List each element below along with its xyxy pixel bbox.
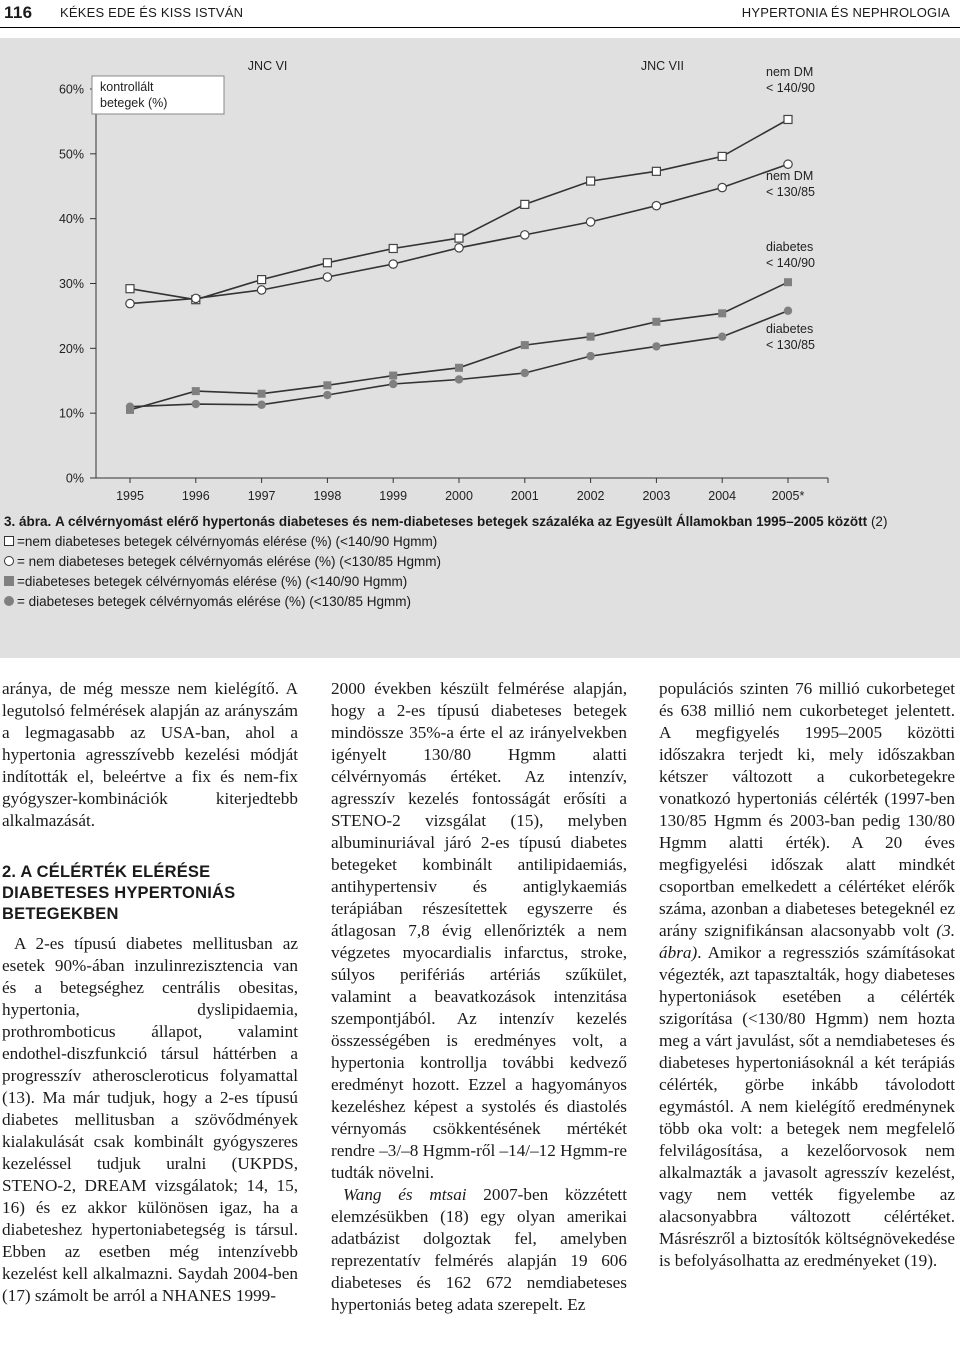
- data-point: [323, 273, 331, 281]
- data-point: [126, 402, 134, 410]
- y-tick-label: 40%: [58, 212, 84, 227]
- guideline-annotation: JNC VI: [247, 59, 288, 73]
- data-point: [521, 200, 529, 208]
- x-tick-label: 2002: [576, 489, 605, 503]
- y-axis-label: kontrollált: [100, 80, 154, 94]
- paragraph: populációs szinten 76 millió cukorbeteget és 638 millió nem cukorbeteget jelentett. A megfigyelés 1995–2005 közötti időszakra terjedt ki, mely időszakban kétszer változott a cukorbetegekre vonatkozó hypertoniás célérték (1997-ben 130/85 Hgmm és 2003-ban pedig 130/80 Hgmm alatti érték). A 20 éves megfigyelési időszak alatt mindkét csoportban emelkedett a célértéket elérők száma, azonban a diabeteses betegeknél ez arány szignifikánsan alacsonyabb volt (3. ábra). Amikor a regressziós számításokat végezték, azt tapasztalták, hogy diabeteses hypertoniások esetében a célérték szigorítása (<130/80 Hgmm) nem hozta meg a várt javulást, sőt a nemdiabeteses és diabeteses hypertoniásoknál a két terápiás célérték, görbe inkább távolodott egymástól. A nem kielégítő eredménynek több oka volt: a betegek nem megfelelő felvilágosítása, a kezelőorvosok nem alkalmazták a javasolt agresszív kezelést, vagy nem vették figyelembe az alacsonyabbra változott célértéket. Másrészről a biztosítók költségnövekedése is befolyásolhatta az eredményeket (19).: [659, 679, 955, 1270]
- data-point: [258, 276, 266, 284]
- data-point: [521, 231, 529, 239]
- data-point: [389, 244, 397, 252]
- x-tick-label: 1999: [379, 489, 408, 503]
- data-point: [126, 285, 134, 293]
- data-point: [323, 381, 331, 389]
- x-tick-label: 2001: [510, 489, 539, 503]
- author-citation: Wang és mtsai: [343, 1185, 467, 1204]
- data-point: [323, 391, 331, 399]
- paragraph: Wang és mtsai 2007-ben közzétett elemzésükben (18) egy olyan amerikai adatbázist dolgoztak fel, amelyben reprezentatív felmérés alapján 19 606 diabeteses és 162 672 nemdiabeteses hypertoniás beteg adata szerepelt. Ez: [331, 1185, 627, 1314]
- data-point: [258, 390, 266, 398]
- data-point: [323, 259, 331, 267]
- data-point: [784, 278, 792, 286]
- open-square-icon: [4, 536, 14, 546]
- open-circle-icon: [4, 556, 14, 566]
- y-tick-label: 20%: [58, 341, 84, 356]
- y-axis-label: betegek (%): [100, 96, 168, 110]
- caption-legend-2: = nem diabeteses betegek célvérnyomás elérése (%) (<130/85 Hgmm): [4, 552, 944, 572]
- x-tick-label: 1997: [247, 489, 276, 503]
- figure-reference-inline: (3. ábra): [659, 921, 955, 962]
- text-column-2: [331, 678, 627, 1316]
- data-point: [192, 400, 200, 408]
- data-point: [586, 218, 594, 226]
- header-divider: [0, 27, 960, 28]
- paragraph: 2000 években készült felmérése alapján, hogy a 2-es típusú diabeteses betegek mindössze 35%-a érte el az irányelvekben igényelt 130/80 Hgmm alatti célvérnyomás értéket. Az intenzív, agresszív kezelés fontosságát erősíti a STENO-2 vizsgálat (15), melyben albuminuriával járó 2-es típusú diabetes betegeket kombinált antilipidaemiás, antihypertensiv és antiglykaemiás terápiában részesítettek egyszerre és átlagosan 7,8 évig ellenőrizték a nem végzetes myocardialis infarctus, stroke, súlyos perifériás artériás szűkület, valamint a beavatkozások intenzitása szempontjából. Az intenzív kezelés összességében is eredményes volt, a hypertonia kontrollja további kedvező eredményt hozott. Ezzel a hagyományos kezeléshez képest a systolés és diastolés vérnyomás csökkentésének mértékét rendre –3/–8 Hgmm-ről –14/–12 Hgmm-re tudták növelni.: [331, 679, 627, 1182]
- paragraph: aránya, de még messze nem kielégítő. A legutolsó felmérések alapján az arányszám a legmagasabb az USA-ban, ahol a hypertonia agresszívebb kezelési módját indították el, beleértve a fix és nem-fix gyógyszer-kombinációk kiterjedtebb alkalmazását.: [2, 679, 298, 830]
- series-label: nem DM: [766, 65, 814, 79]
- data-point: [455, 244, 463, 252]
- data-point: [718, 183, 726, 191]
- figure-title: A célvérnyomást elérő hypertonás diabeteses és nem-diabeteses betegek százaléka az Egyesült Államokban 1995–2005 között: [55, 514, 868, 529]
- data-point: [718, 152, 726, 160]
- series-label: < 140/90: [766, 81, 816, 95]
- figure-reference: (2): [870, 514, 888, 529]
- data-point: [389, 372, 397, 380]
- x-tick-label: 1996: [181, 489, 210, 503]
- caption-legend-4: = diabeteses betegek célvérnyomás elérése (%) (<130/85 Hgmm): [4, 592, 944, 612]
- x-tick-label: 2000: [445, 489, 473, 503]
- filled-square-icon: [4, 576, 14, 586]
- data-point: [389, 380, 397, 388]
- caption-legend-3: =diabeteses betegek célvérnyomás elérése (%) (<140/90 Hgmm): [4, 572, 944, 592]
- filled-circle-icon: [4, 596, 14, 606]
- x-tick-label: 1995: [116, 489, 144, 503]
- data-point: [521, 341, 529, 349]
- data-point: [718, 332, 726, 340]
- x-tick-label: 2004: [708, 489, 737, 503]
- data-point: [521, 369, 529, 377]
- figure-caption: [4, 512, 944, 612]
- y-tick-label: 50%: [58, 147, 84, 162]
- data-point: [718, 309, 726, 317]
- y-tick-label: 0%: [65, 471, 84, 486]
- data-point: [784, 115, 792, 123]
- journal-title: HYPERTONIA ÉS NEPHROLOGIA: [741, 5, 950, 20]
- figure-label: 3. ábra.: [4, 514, 52, 529]
- text-column-1: [2, 678, 298, 1307]
- series-line: [130, 120, 788, 300]
- data-point: [784, 307, 792, 315]
- section-heading: 2. A CÉLÉRTÉK ELÉRÉSE DIABETESES HYPERTONIÁS BETEGEKBEN: [2, 863, 236, 923]
- data-point: [784, 160, 792, 168]
- data-point: [257, 401, 265, 409]
- series-label: < 130/85: [766, 185, 816, 199]
- data-point: [652, 202, 660, 210]
- running-authors: KÉKES EDE ÉS KISS ISTVÁN: [60, 5, 244, 20]
- y-tick-label: 30%: [58, 277, 84, 291]
- y-tick-label: 10%: [58, 406, 84, 421]
- caption-legend-1: =nem diabeteses betegek célvérnyomás elérése (%) (<140/90 Hgmm): [4, 532, 944, 552]
- x-tick-label: 2003: [642, 489, 671, 503]
- data-point: [587, 333, 595, 341]
- data-point: [586, 352, 594, 360]
- data-point: [192, 387, 200, 395]
- page-number: 116: [4, 3, 33, 22]
- data-point: [652, 167, 660, 175]
- line-chart: [0, 38, 960, 510]
- data-point: [192, 294, 200, 302]
- data-point: [389, 260, 397, 268]
- data-point: [126, 299, 134, 307]
- guideline-annotation: JNC VII: [640, 59, 684, 73]
- y-tick-label: 60%: [58, 82, 84, 97]
- series-label: diabetes: [766, 240, 814, 254]
- data-point: [455, 234, 463, 242]
- data-point: [652, 342, 660, 350]
- data-point: [455, 364, 463, 372]
- series-line: [130, 282, 788, 410]
- series-label: < 130/85: [766, 338, 816, 352]
- data-point: [587, 177, 595, 185]
- text-column-3: [659, 678, 955, 1272]
- running-header: [0, 0, 960, 28]
- series-label: < 140/90: [766, 256, 816, 270]
- data-point: [257, 286, 265, 294]
- data-point: [455, 375, 463, 383]
- data-point: [652, 318, 660, 326]
- x-tick-label: 1998: [313, 489, 342, 503]
- paragraph: A 2-es típusú diabetes mellitusban az esetek 90%-ában inzulinrezisztencia van és a betegséghez centrális obesitas, hypertonia, dyslipidaemia, prothromboticus állapot, valamint endothel-diszfunkció társul háttérben a progresszív atheroscleroticus folyamattal (13). Ma már tudjuk, hogy a 2-es típusú diabetes mellitusban a szövődmények kialakulását csak kombinált gyógyszeres kezeléssel tudjuk uralni (UKPDS, STENO-2, DREAM vizsgálatok; 14, 15, 16) és ez akkor különösen igaz, ha a diabeteshez hypertoniabetegség is társul. Ebben az esetben még intenzívebb kezelést kell alkalmazni. Saydah 2004-ben (17) számolt be arról a NHANES 1999-: [2, 934, 298, 1305]
- series-label: diabetes: [766, 322, 814, 336]
- x-tick-label: 2005*: [771, 489, 805, 503]
- series-label: nem DM: [766, 169, 814, 183]
